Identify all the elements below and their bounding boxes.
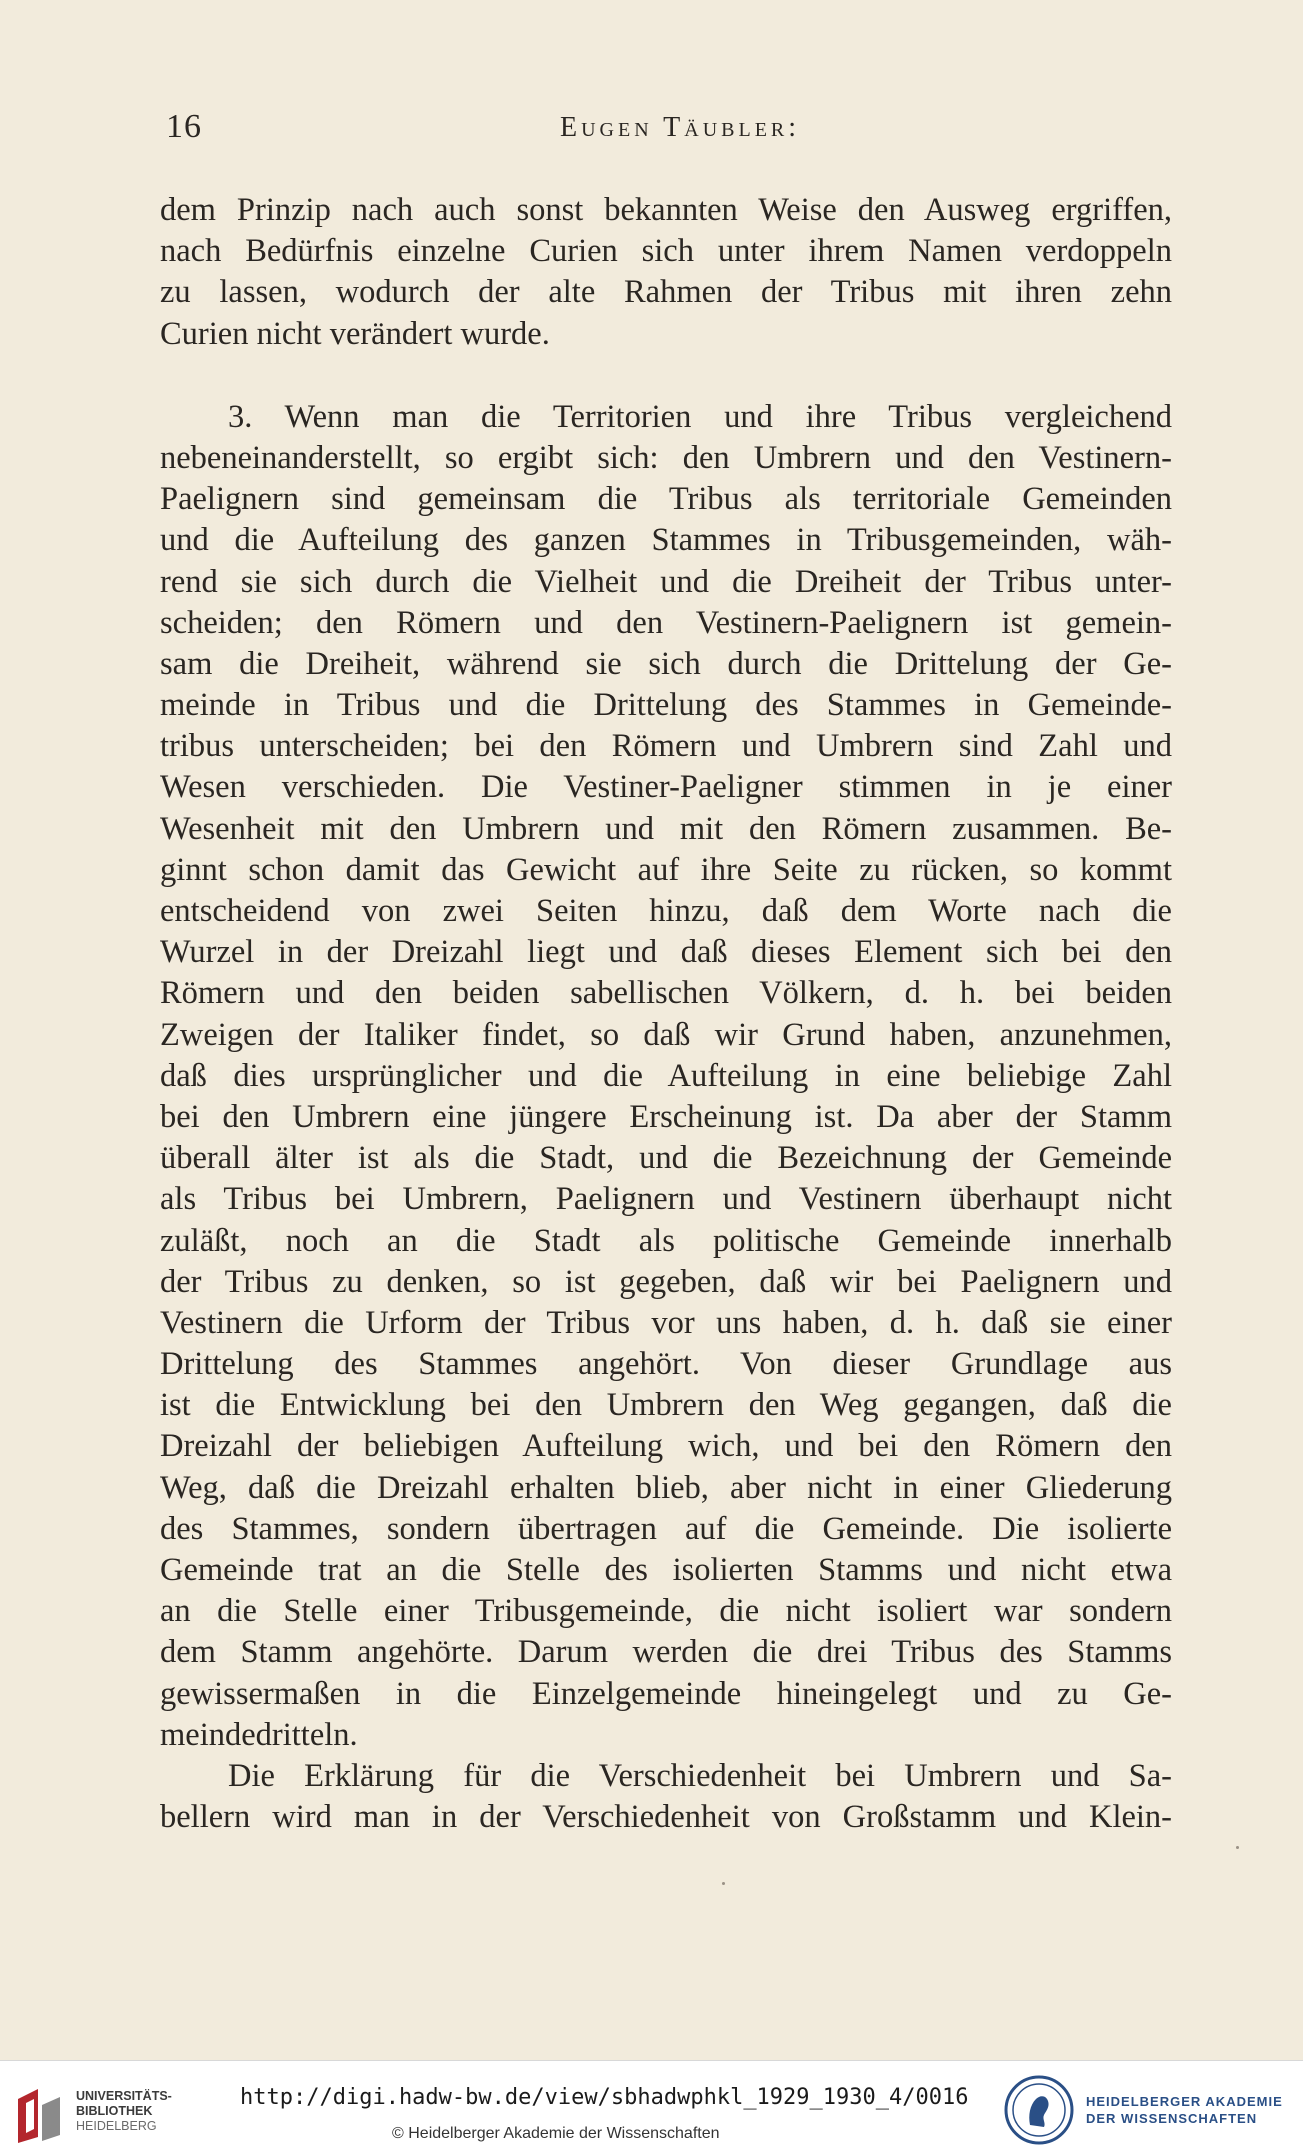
text-line: entscheidend von zwei Seiten hinzu, daß dem Worte nach die xyxy=(160,893,1172,929)
academy-seal-icon xyxy=(1004,2075,1074,2145)
academy-logo[interactable] xyxy=(1004,2075,1294,2145)
text-line: scheiden; den Römern und den Vestinern-Paelignern ist gemein- xyxy=(160,604,1172,641)
text-line: dem Prinzip nach auch sonst bekannten Weise den Ausweg ergriffen, xyxy=(160,192,1172,228)
text-line: tribus unterscheiden; bei den Römern und Umbrern sind Zahl und xyxy=(160,728,1172,765)
text-line: und die Aufteilung des ganzen Stammes in Tribusgemeinden, wäh- xyxy=(160,522,1172,559)
text-line: ist die Entwicklung bei den Umbrern den Weg gegangen, daß die xyxy=(160,1387,1172,1424)
text-line: dem Stamm angehörte. Darum werden die drei Tribus des Stamms xyxy=(160,1634,1172,1671)
body-text xyxy=(160,190,1172,1838)
scan-speck xyxy=(722,1882,725,1885)
text-line: Zweigen der Italiker findet, so daß wir Grund haben, anzunehmen, xyxy=(160,1016,1172,1053)
text-line: Paelignern sind gemeinsam die Tribus als territoriale Gemeinden xyxy=(160,481,1172,518)
text-line: Die Erklärung für die Verschiedenheit bei Umbrern und Sa- xyxy=(228,1757,1172,1794)
library-name xyxy=(76,2089,172,2134)
text-line: ginnt schon damit das Gewicht auf ihre Seite zu rücken, so kommt xyxy=(160,851,1172,888)
text-line: an die Stelle einer Tribusgemeinde, die nicht isoliert war sondern xyxy=(160,1593,1172,1630)
text-line: Wesenheit mit den Umbrern und mit den Römern zusammen. Be- xyxy=(160,810,1172,847)
text-line: zu lassen, wodurch der alte Rahmen der Tribus mit ihren zehn xyxy=(160,274,1172,311)
text-line: bellern wird man in der Verschiedenheit von Großstamm und Klein- xyxy=(160,1799,1172,1836)
academy-name-line: HEIDELBERGER AKADEMIE xyxy=(1086,2094,1283,2109)
academy-name xyxy=(1086,2093,1283,2127)
running-head: Eugen Täubler: xyxy=(560,112,801,143)
text-line: Wurzel in der Dreizahl liegt und daß dieses Element sich bei den xyxy=(160,934,1172,971)
text-line: nach Bedürfnis einzelne Curien sich unter ihrem Namen verdoppeln xyxy=(160,233,1172,270)
paragraph-gap xyxy=(160,355,1172,397)
permalink-url[interactable]: http://digi.hadw-bw.de/view/sbhadwphkl_1929_1930_4/0016 xyxy=(240,2085,969,2110)
viewer-footer xyxy=(0,2060,1303,2154)
copyright-notice: © Heidelberger Akademie der Wissenschaften xyxy=(392,2125,720,2142)
text-line: meindedritteln. xyxy=(160,1716,358,1753)
text-line: als Tribus bei Umbrern, Paelignern und Vestinern überhaupt nicht xyxy=(160,1181,1172,1218)
academy-name-line: DER WISSENSCHAFTEN xyxy=(1086,2111,1258,2126)
text-line: daß dies ursprünglicher und die Aufteilung in eine beliebige Zahl xyxy=(160,1057,1172,1094)
text-line: Wesen verschieden. Die Vestiner-Paeligner stimmen in je einer xyxy=(160,769,1172,806)
text-line: sam die Dreiheit, während sie sich durch die Drittelung der Ge- xyxy=(160,645,1172,682)
text-line: überall älter ist als die Stadt, und die Bezeichnung der Gemeinde xyxy=(160,1140,1172,1177)
text-line: bei den Umbrern eine jüngere Erscheinung ist. Da aber der Stamm xyxy=(160,1098,1172,1135)
page-header xyxy=(0,108,1303,148)
text-line: Curien nicht verändert wurde. xyxy=(160,315,550,352)
text-line: Vestinern die Urform der Tribus vor uns haben, d. h. daß sie einer xyxy=(160,1304,1172,1341)
text-line: Gemeinde trat an die Stelle des isolierten Stamms und nicht etwa xyxy=(160,1552,1172,1588)
scan-speck xyxy=(1236,1846,1239,1849)
text-line: des Stammes, sondern übertragen auf die Gemeinde. Die isolierte xyxy=(160,1510,1172,1547)
text-line: zuläßt, noch an die Stadt als politische Gemeinde innerhalb xyxy=(160,1222,1172,1259)
text-line: gewissermaßen in die Einzelgemeinde hineingelegt und zu Ge- xyxy=(160,1675,1172,1712)
text-line: Dreizahl der beliebigen Aufteilung wich, und bei den Römern den xyxy=(160,1428,1172,1465)
text-line: 3. Wenn man die Territorien und ihre Tribus vergleichend xyxy=(228,398,1172,435)
text-line: meinde in Tribus und die Drittelung des Stammes in Gemeinde- xyxy=(160,687,1172,724)
text-line: nebeneinanderstellt, so ergibt sich: den Umbrern und den Vestinern- xyxy=(160,439,1172,476)
university-library-logo[interactable] xyxy=(14,2085,172,2145)
text-line: Römern und den beiden sabellischen Völkern, d. h. bei beiden xyxy=(160,975,1172,1012)
text-line: rend sie sich durch die Vielheit und die Dreiheit der Tribus unter- xyxy=(160,563,1172,600)
library-name-line: BIBLIOTHEK xyxy=(76,2104,153,2118)
library-name-line: HEIDELBERG xyxy=(76,2119,157,2133)
library-book-icon xyxy=(14,2085,68,2145)
library-name-line: UNIVERSITÄTS- xyxy=(76,2089,172,2103)
text-line: der Tribus zu denken, so ist gegeben, daß wir bei Paelignern und xyxy=(160,1263,1172,1300)
text-line: Weg, daß die Dreizahl erhalten blieb, aber nicht in einer Gliederung xyxy=(160,1469,1172,1506)
page-number: 16 xyxy=(166,108,202,145)
text-line: Drittelung des Stammes angehört. Von dieser Grundlage aus xyxy=(160,1346,1172,1383)
